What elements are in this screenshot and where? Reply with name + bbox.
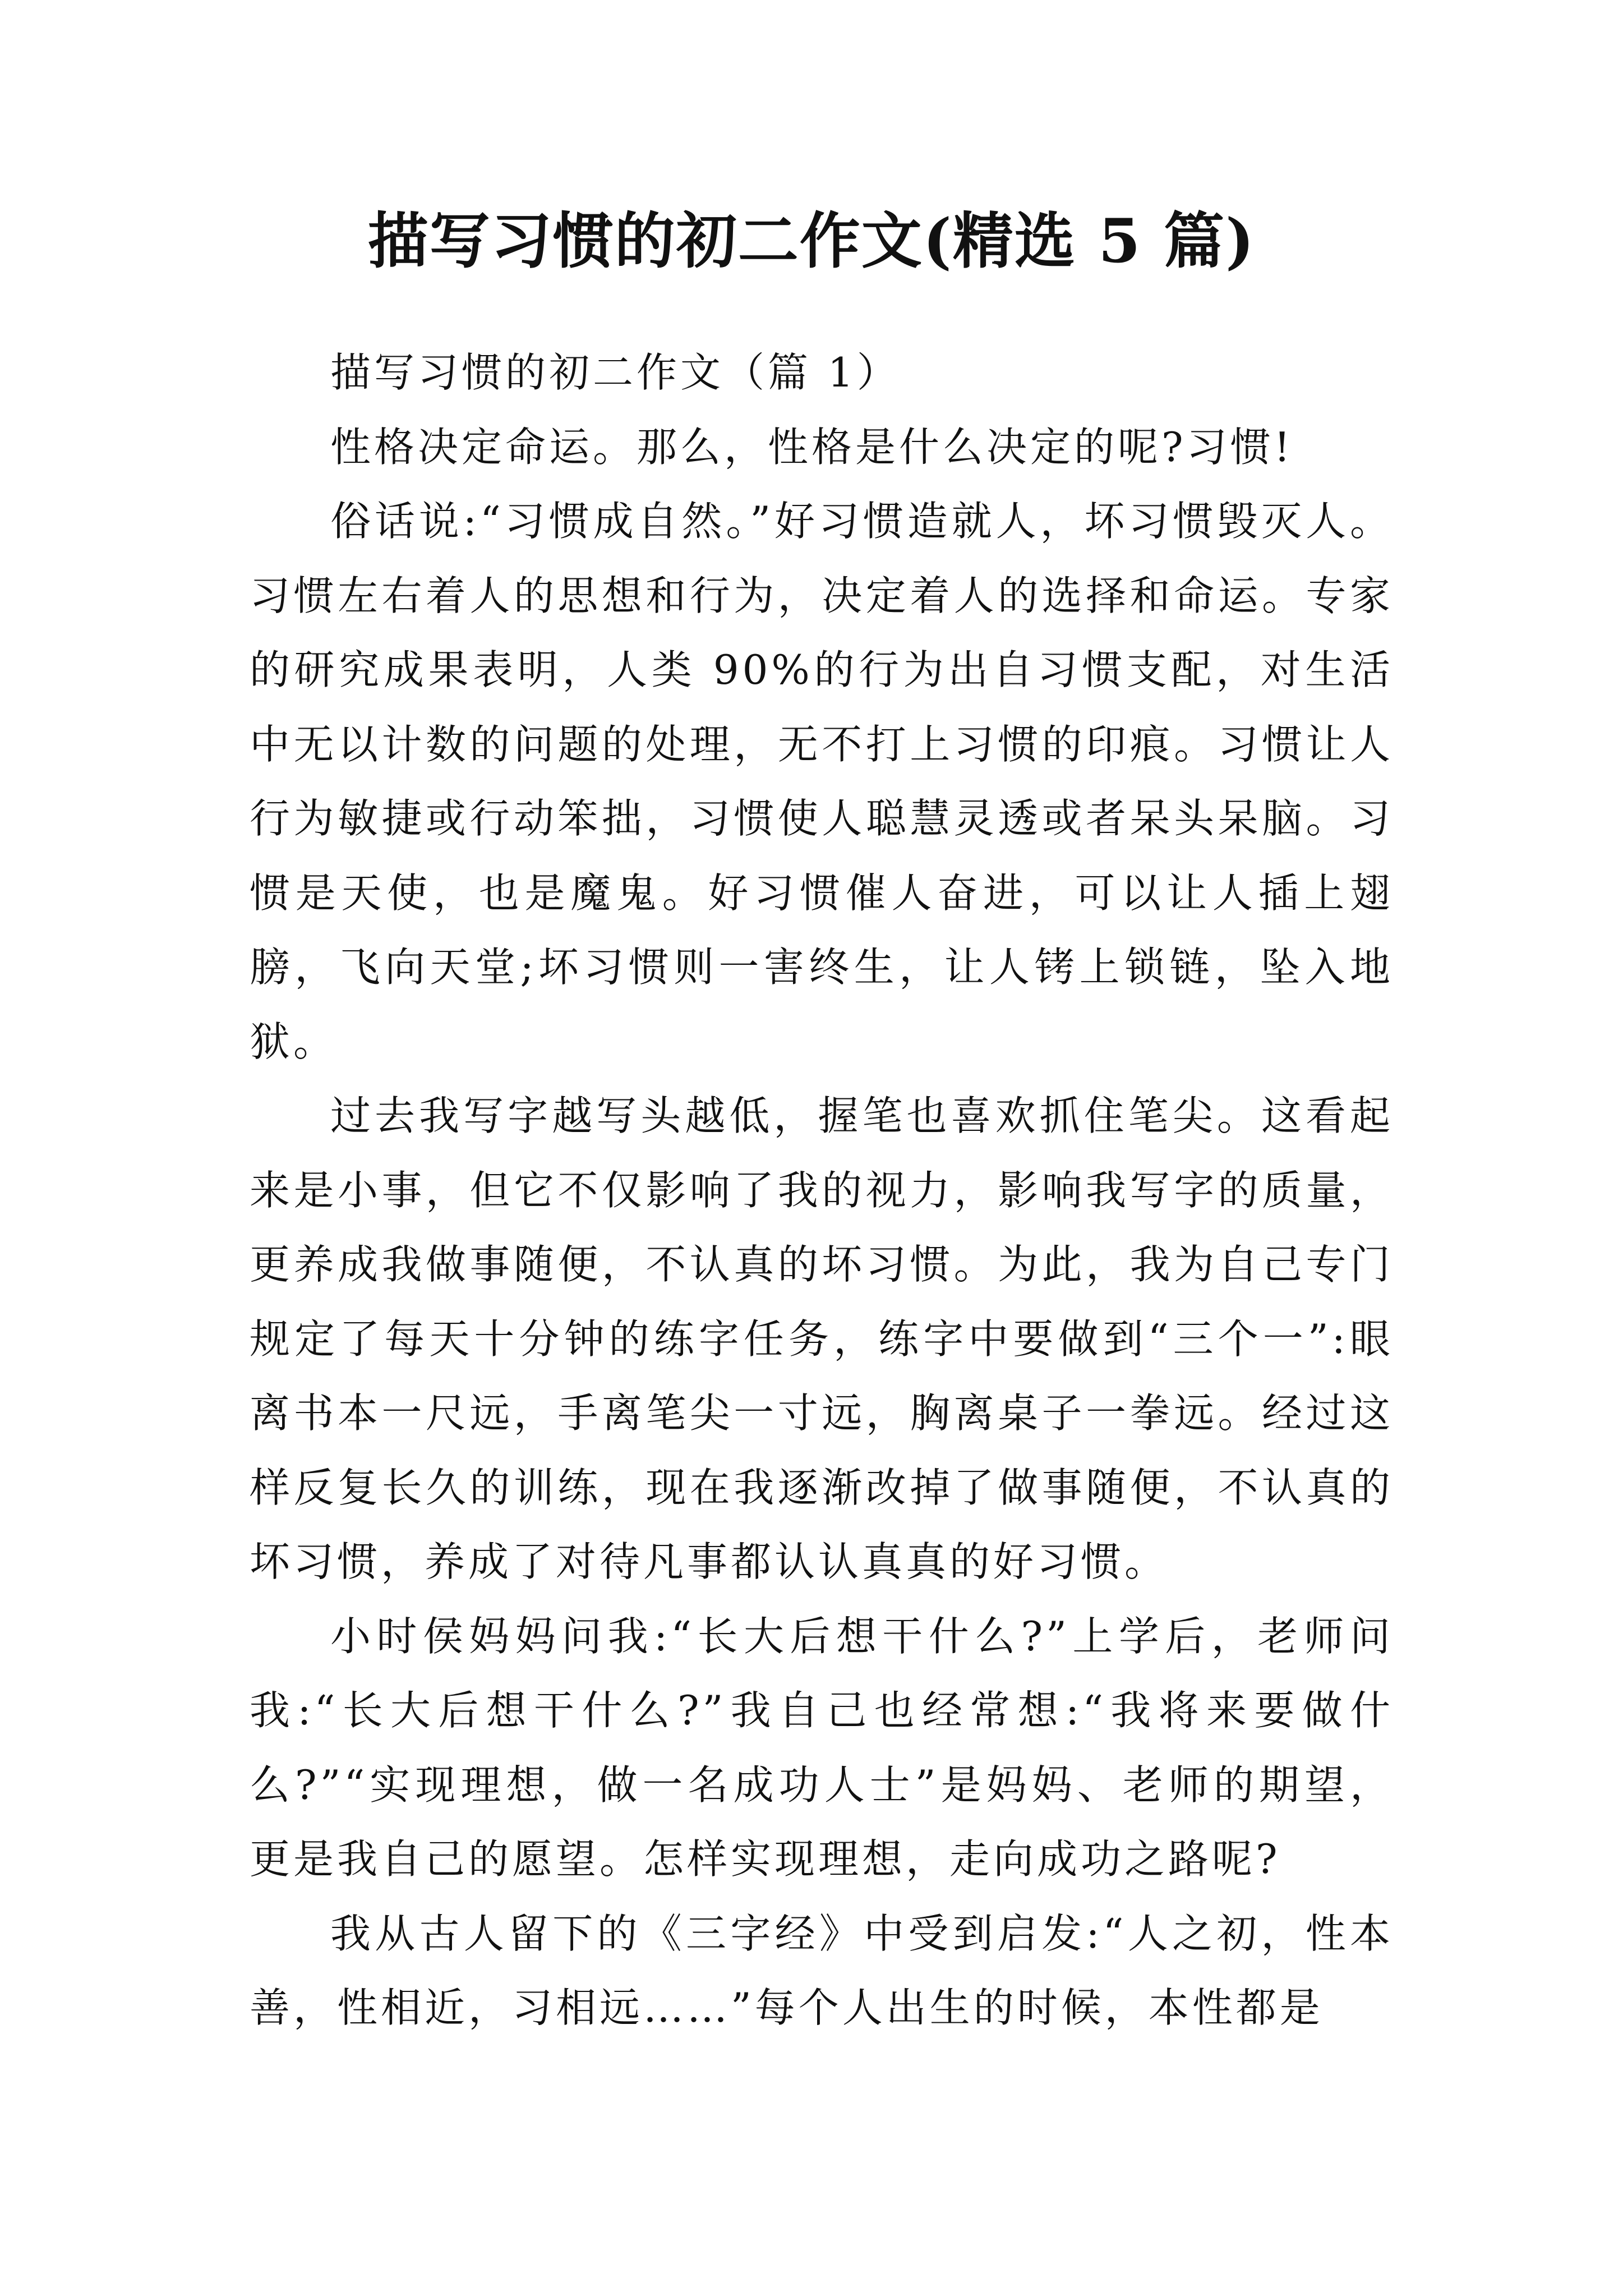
- document-title: 描写习惯的初二作文(精选 5 篇): [367, 206, 1256, 277]
- paragraph: 我从古人留下的《三字经》中受到启发:“人之初，性本善，性相近，习相远……”每个人出生的时候，本性都是: [250, 1910, 1394, 2031]
- paragraph: 性格决定命运。那么，性格是什么决定的呢?习惯!: [330, 423, 1294, 471]
- paragraph: 过去我写字越写头越低，握笔也喜欢抓住笔尖。这看起来是小事，但它不仅影响了我的视力，影响我写字的质量，更养成我做事随便，不认真的坏习惯。为此，我为自己专门规定了每天十分钟的练字任务，练字中要做到“三个一”:眼离书本一尺远，手离笔尖一寸远，胸离桌子一拳远。经过这样反复长久的训练，现在我逐渐改掉了做事随便，不认真的坏习惯，养成了对待凡事都认认真真的好习惯。: [250, 1092, 1394, 1585]
- section-heading: 描写习惯的初二作文（篇 1）: [330, 349, 901, 396]
- paragraph: 小时侯妈妈问我:“长大后想干什么?”上学后，老师问我:“长大后想干什么?”我自己也经常想:“我将来要做什么?”“实现理想，做一名成功人士”是妈妈、老师的期望，更是我自己的愿望。怎样实现理想，走向成功之路呢?: [250, 1612, 1394, 1883]
- paragraph: 俗话说:“习惯成自然。”好习惯造就人，坏习惯毁灭人。习惯左右着人的思想和行为，决定着人的选择和命运。专家的研究成果表明，人类 90%的行为出自习惯支配，对生活中无以计数的问题的处理，无不打上习惯的印痕。习惯让人行为敏捷或行动笨拙，习惯使人聪慧灵透或者呆头呆脑。习惯是天使，也是魔鬼。好习惯催人奋进，可以让人插上翅膀，飞向天堂;坏习惯则一害终生，让人铐上锁链，坠入地狱。: [250, 498, 1394, 1065]
- document-body: [250, 335, 1394, 2045]
